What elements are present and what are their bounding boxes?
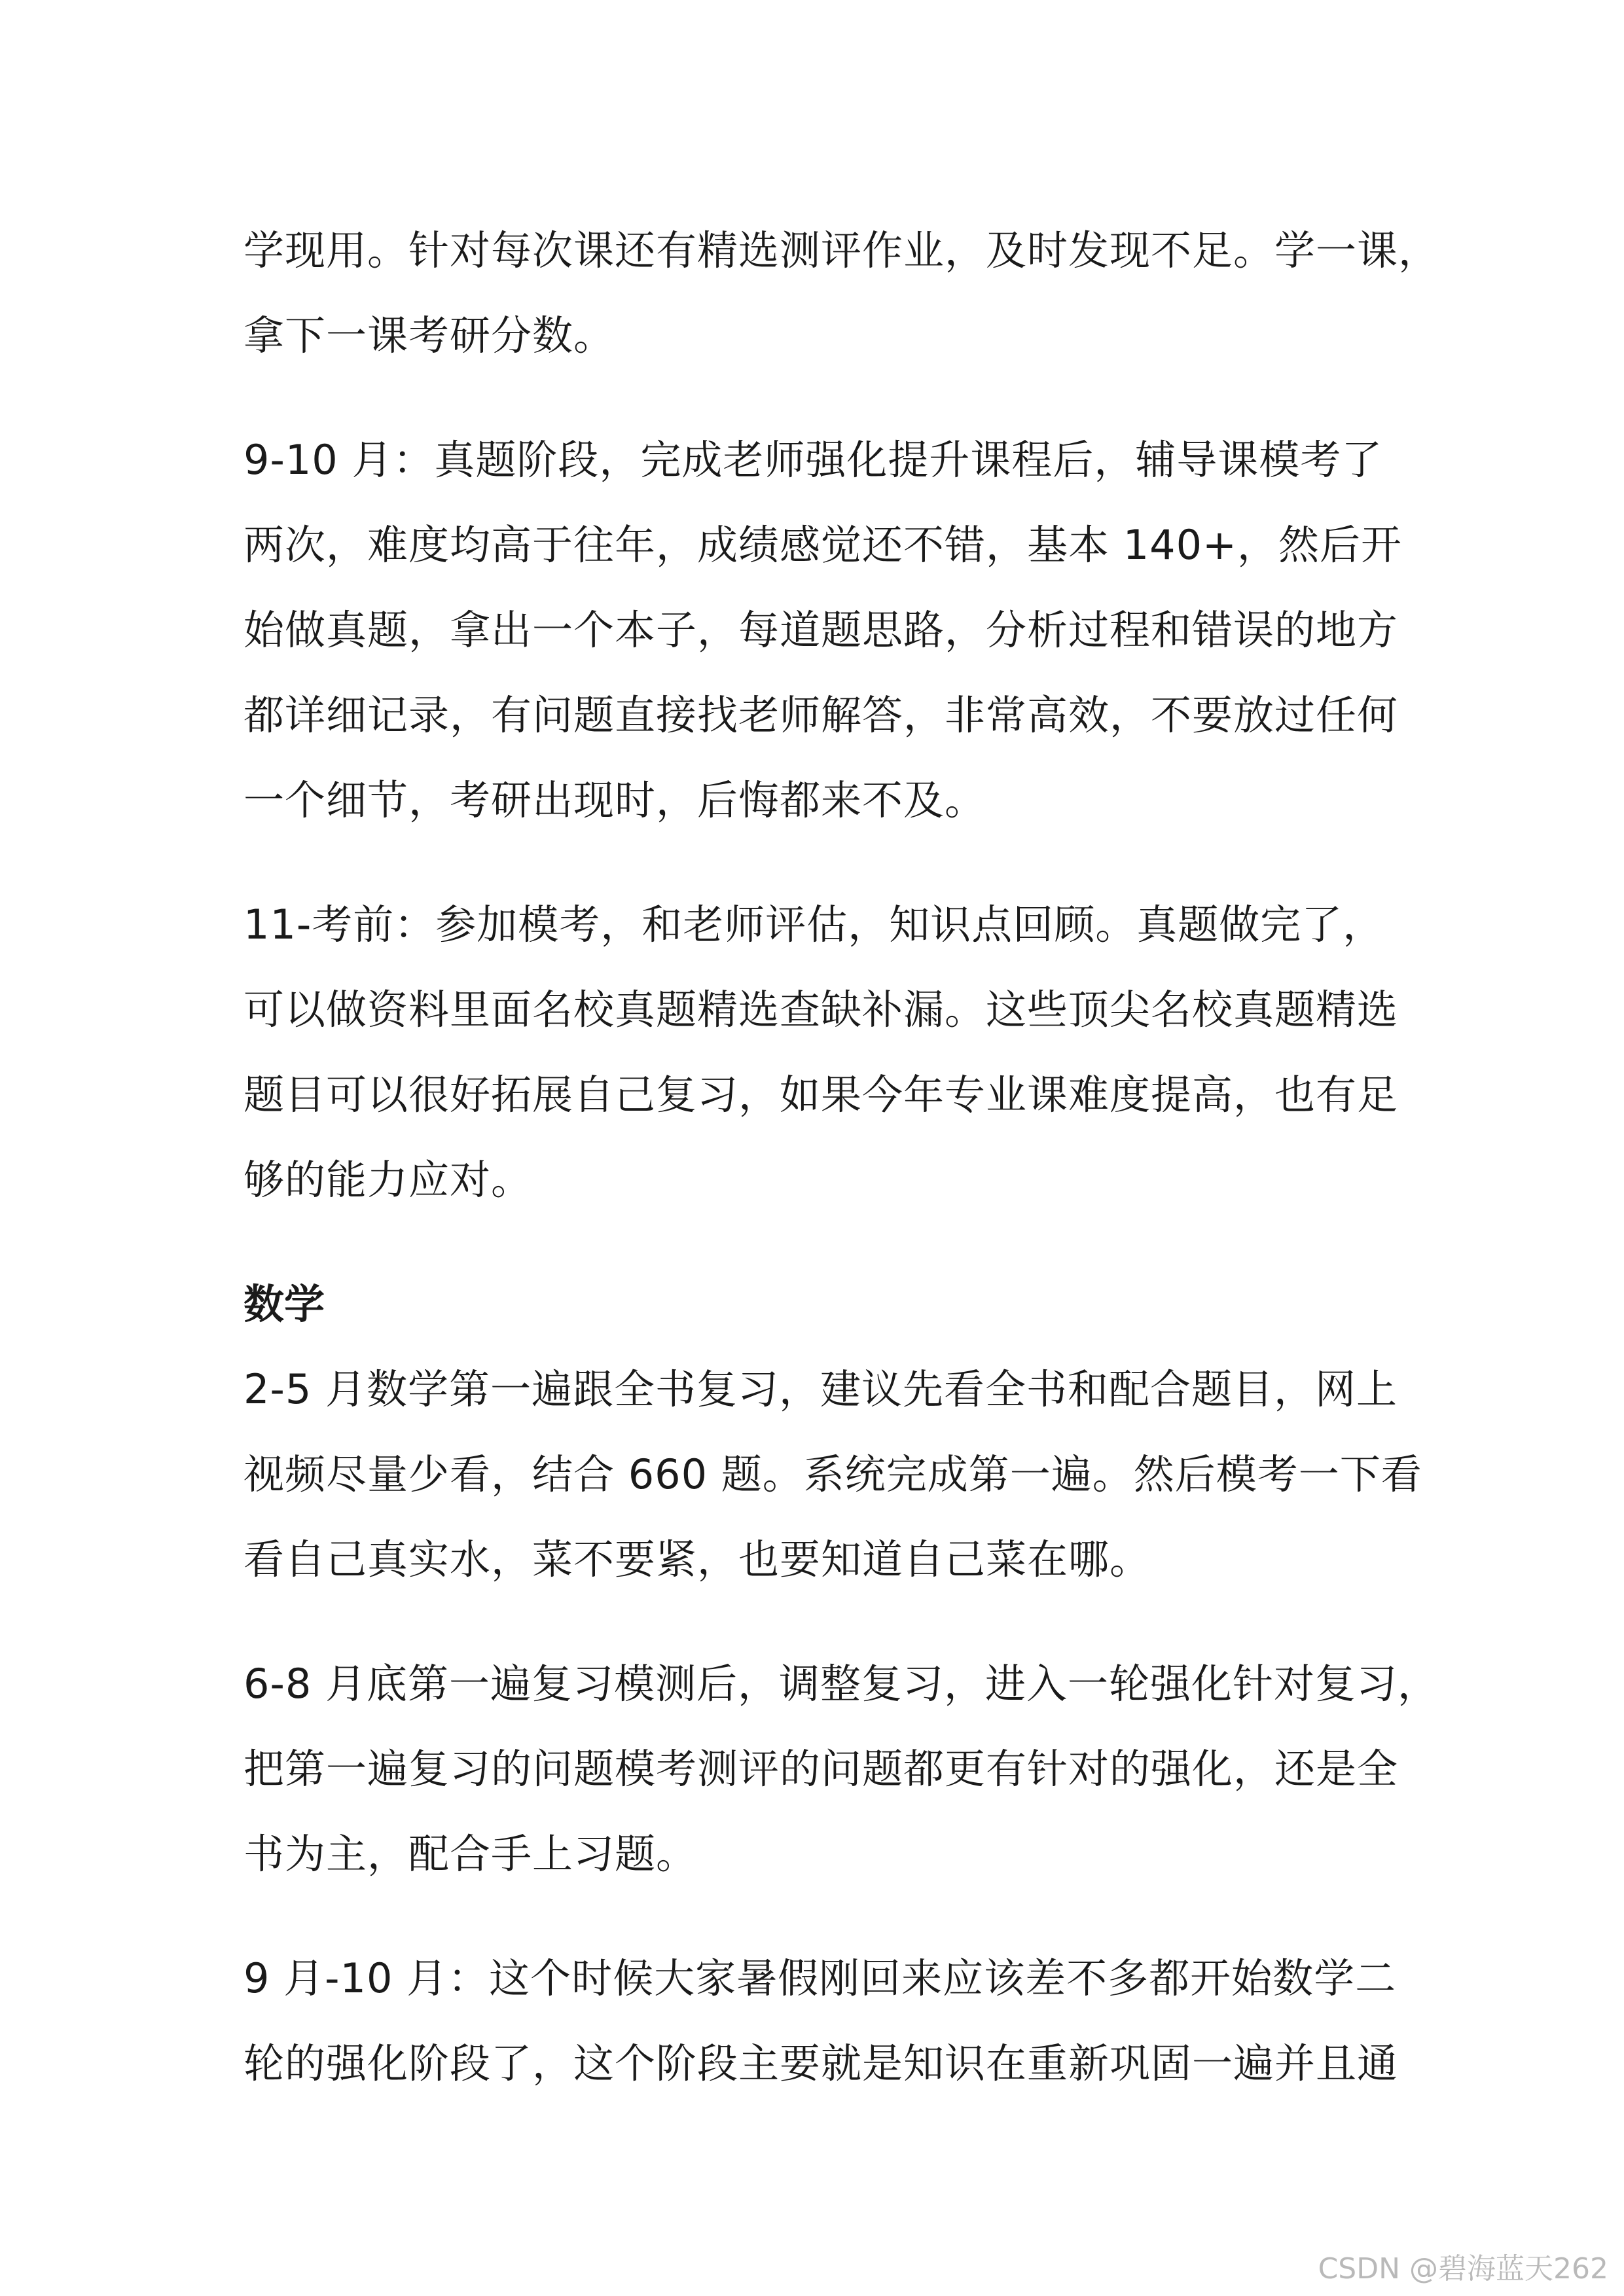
text-line: 轮的强化阶段了，这个阶段主要就是知识在重新巩固一遍并且通: [244, 2039, 1399, 2087]
paragraph-math-feb-may: [244, 1347, 1422, 1602]
text-line: 学现用。针对每次课还有精选测评作业，及时发现不足。学一课，: [244, 226, 1440, 274]
text-line: 一个细节，考研出现时，后悔都来不及。: [244, 776, 986, 824]
text-line: 2-5 月数学第一遍跟全书复习，建议先看全书和配合题目，网上: [244, 1365, 1398, 1413]
paragraph-intro: [244, 208, 1440, 378]
text-line: 可以做资料里面名校真题精选查缺补漏。这些顶尖名校真题精选: [244, 986, 1399, 1033]
text-line: 两次，难度均高于往年，成绩感觉还不错，基本 140+，然后开: [244, 521, 1402, 569]
paragraph-sep-oct: [244, 418, 1402, 843]
text-line: 把第一遍复习的问题模考测评的问题都更有针对的强化，还是全: [244, 1745, 1399, 1793]
text-line: 视频尽量少看，结合 660 题。系统完成第一遍。然后模考一下看: [244, 1450, 1422, 1498]
text-line: 6-8 月底第一遍复习模测后，调整复习，进入一轮强化针对复习，: [244, 1660, 1439, 1708]
text-line: 书为主，配合手上习题。: [244, 1830, 698, 1878]
text-line: 9-10 月：真题阶段，完成老师强化提升课程后，辅导课模考了: [244, 436, 1383, 484]
csdn-watermark: CSDN @碧海蓝天262: [1318, 2252, 1608, 2286]
text-line: 11-考前：参加模考，和老师评估，知识点回顾。真题做完了，: [244, 901, 1384, 948]
text-line: 都详细记录，有问题直接找老师解答，非常高效，不要放过任何: [244, 691, 1399, 739]
text-line: 始做真题，拿出一个本子，每道题思路，分析过程和错误的地方: [244, 606, 1399, 654]
paragraph-nov-exam: [244, 882, 1399, 1223]
document-body: [244, 208, 1440, 2145]
section-heading-math: 数学: [244, 1280, 325, 1328]
text-line: 题目可以很好拓展自己复习，如果今年专业课难度提高，也有足: [244, 1071, 1399, 1119]
text-line: 够的能力应对。: [244, 1156, 533, 1204]
text-line: 拿下一课考研分数。: [244, 312, 615, 359]
paragraph-math-jun-aug: [244, 1641, 1439, 1897]
text-line: 9 月-10 月：这个时候大家暑假刚回来应该差不多都开始数学二: [244, 1954, 1397, 2002]
paragraph-math-sep-oct: [244, 1936, 1399, 2106]
text-line: 看自己真实水，菜不要紧，也要知道自己菜在哪。: [244, 1535, 1151, 1583]
